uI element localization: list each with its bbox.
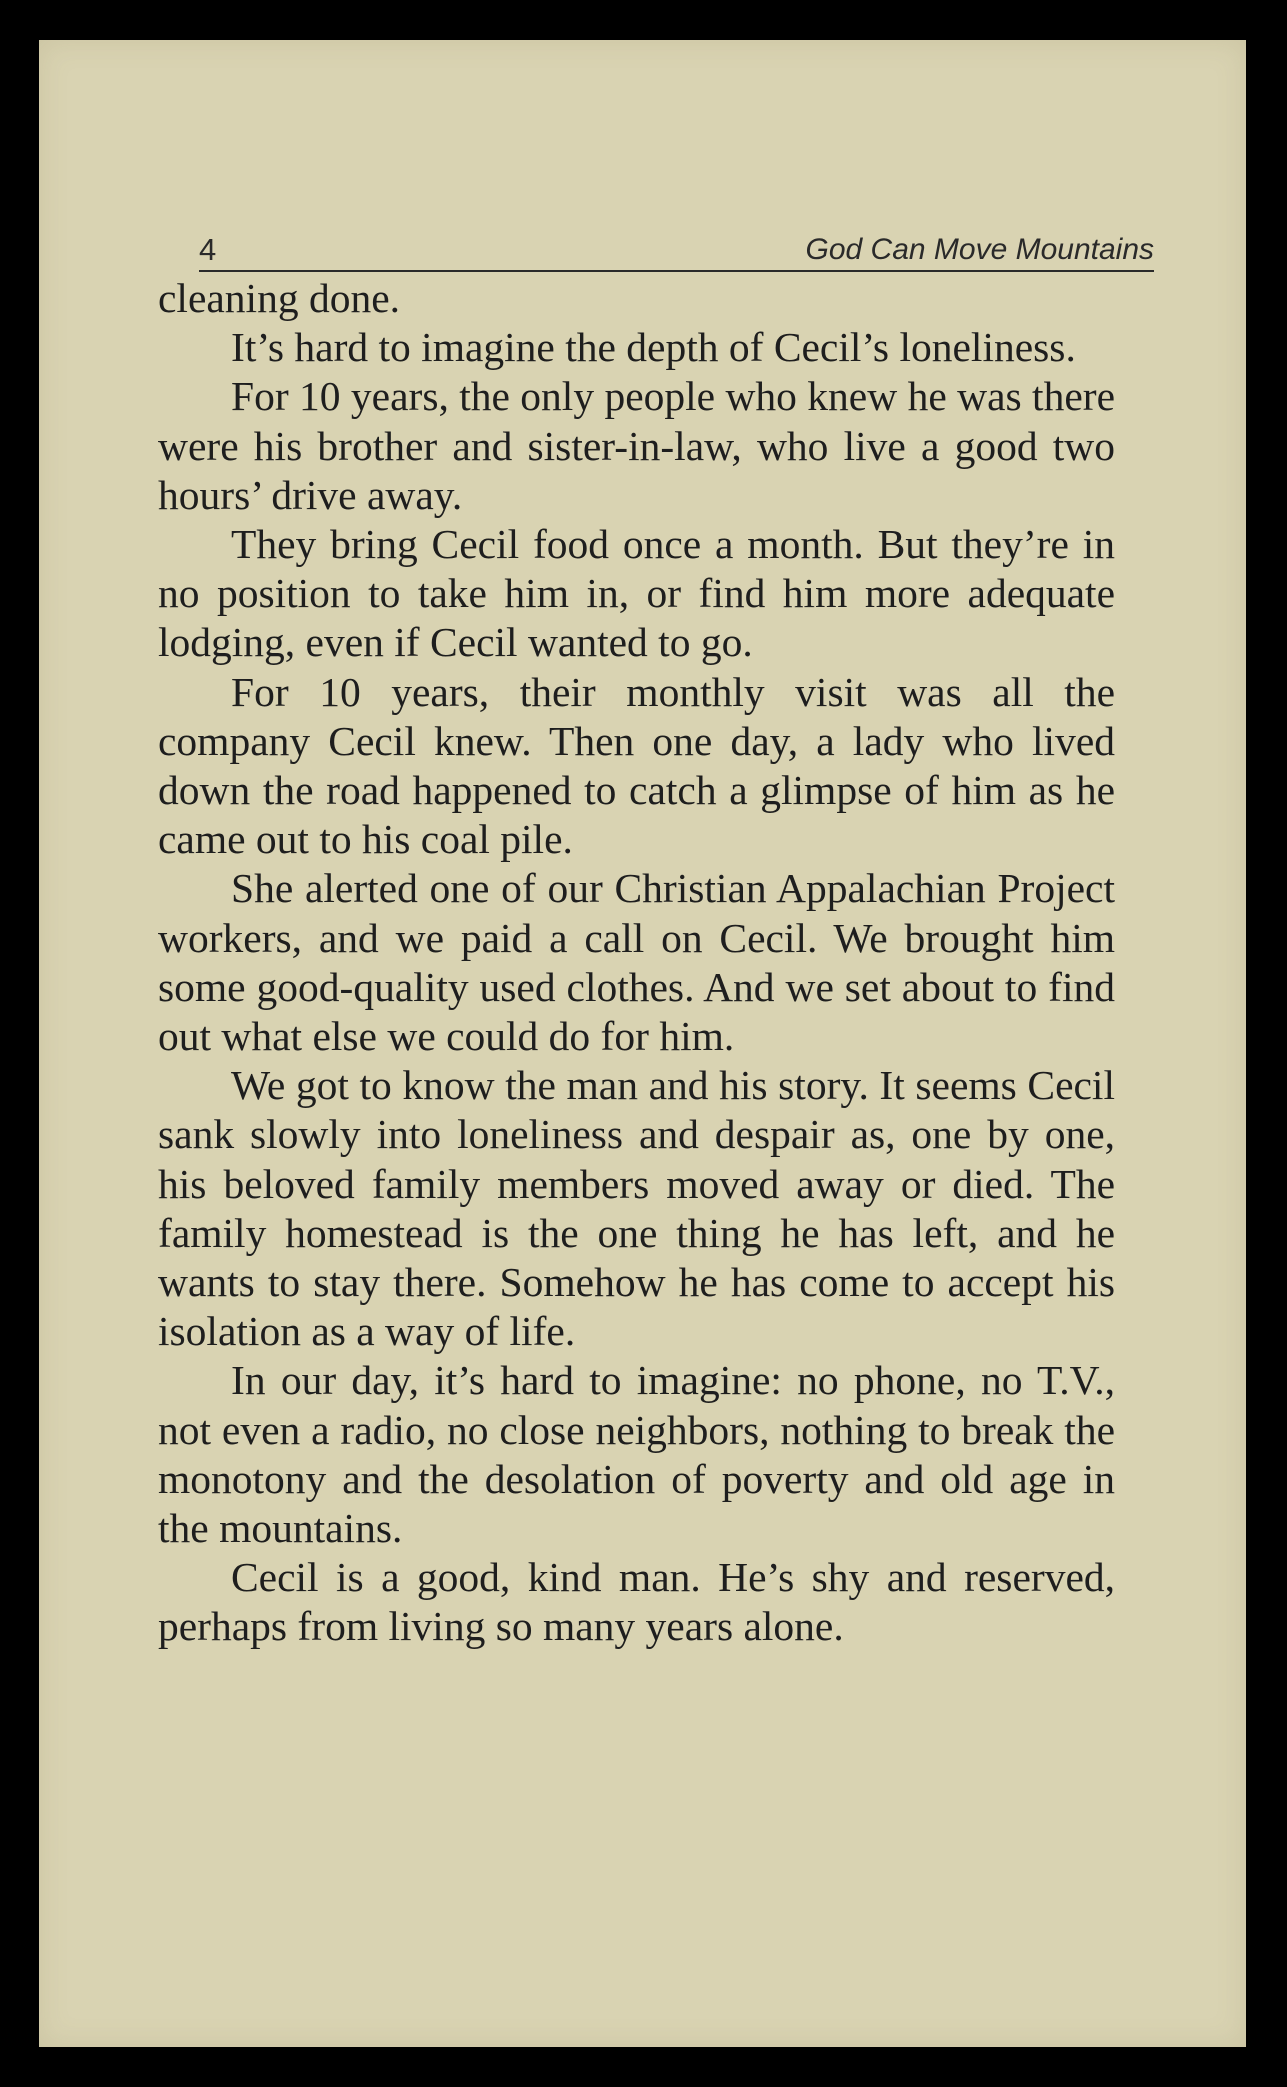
body-text bbox=[158, 274, 1115, 1652]
running-head bbox=[199, 226, 1154, 272]
paragraph: It’s hard to imagine the depth of Cecil’s loneliness. bbox=[231, 324, 1076, 371]
paragraph: cleaning done. bbox=[158, 275, 400, 321]
book-title: God Can Move Mountains bbox=[805, 233, 1154, 266]
paragraph: In our day, it’s hard to imagine: no phone, no T.V., not even a radio, no close neighbors, nothing to break the monotony and the desolation of poverty and old age in the mountains. bbox=[158, 1357, 1115, 1552]
paragraph: For 10 years, their monthly visit was all the company Cecil knew. Then one day, a lady who lived down the road happened to catch a glimpse of him as he came out to his coal pile. bbox=[158, 668, 1115, 863]
paragraph: She alerted one of our Christian Appalachian Project workers, and we paid a call on Cecil. We brought him some good-quality used clothes. And we set about to find out what else we could do for him. bbox=[158, 865, 1115, 1060]
page-number: 4 bbox=[199, 232, 217, 267]
paragraph: Cecil is a good, kind man. He’s shy and reserved, perhaps from living so many years alone. bbox=[158, 1554, 1115, 1650]
paragraph: They bring Cecil food once a month. But they’re in no position to take him in, or find him more adequate lodging, even if Cecil wanted to go. bbox=[158, 521, 1115, 666]
paragraph: We got to know the man and his story. It seems Cecil sank slowly into loneliness and despair as, one by one, his beloved family members moved away or died. The family homestead is the one thing he has left, and he wants to stay there. Somehow he has come to accept his isolation as a way of life. bbox=[158, 1062, 1115, 1355]
paragraph: For 10 years, the only people who knew he was there were his brother and sister-in-law, who live a good two hours’ drive away. bbox=[158, 373, 1115, 518]
